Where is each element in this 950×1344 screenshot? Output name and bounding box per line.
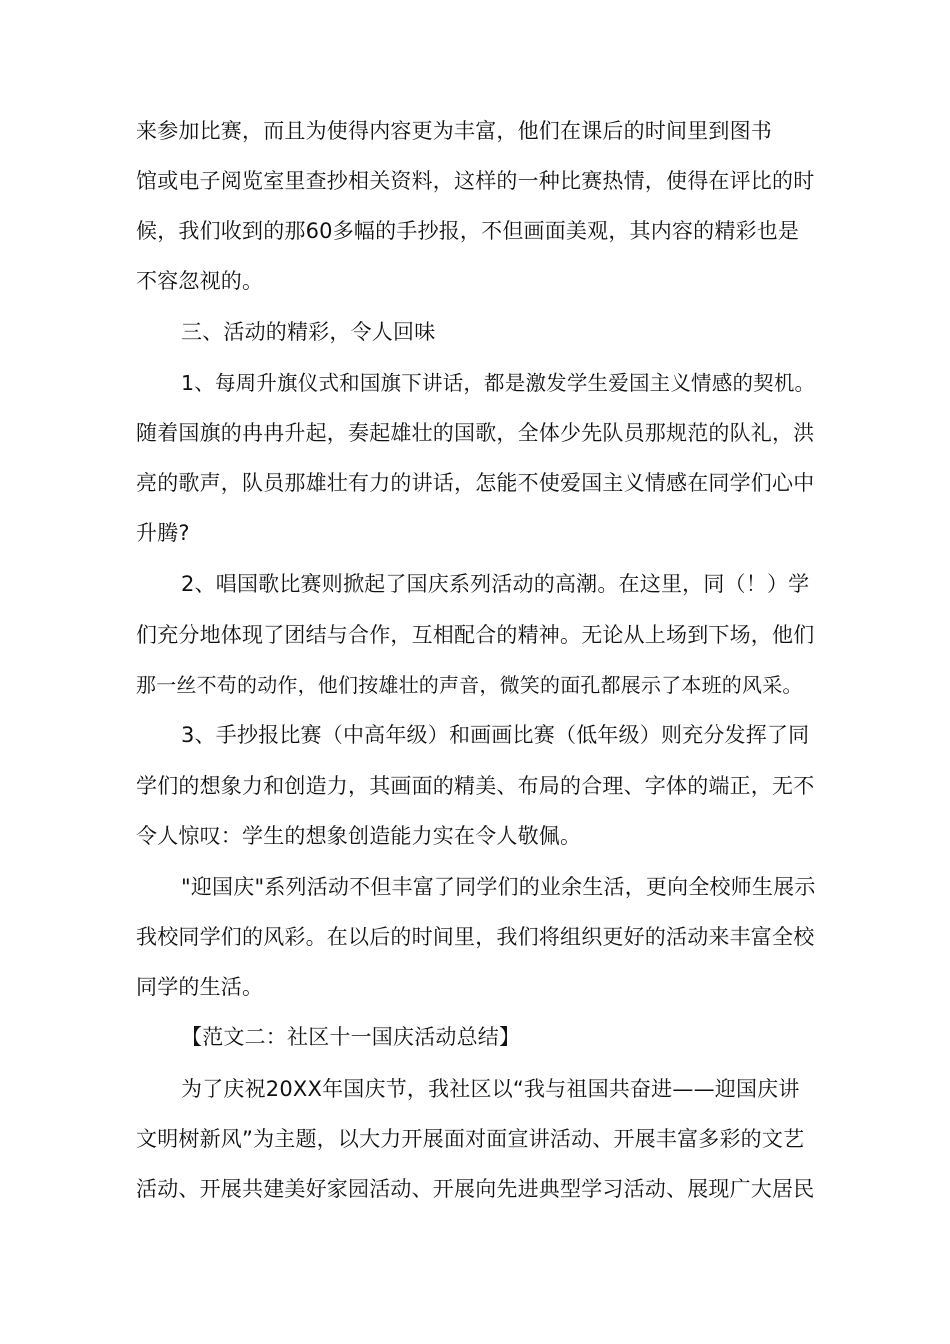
- text-line: 学们的想象力和创造力，其画面的精美、布局的合理、字体的端正，无不: [136, 774, 815, 798]
- text-line: 3、手抄报比赛（中高年级）和画画比赛（低年级）则充分发挥了同: [181, 723, 810, 747]
- text-line: 1、每周升旗仪式和国旗下讲话，都是激发学生爱国主义情感的契机。: [181, 371, 816, 395]
- text-line: 我校同学们的风彩。在以后的时间里，我们将组织更好的活动来丰富全校: [136, 925, 815, 949]
- text-line: "迎国庆"系列活动不但丰富了同学们的业余生活，更向全校师生展示: [181, 875, 816, 899]
- text-line: 升腾?: [136, 521, 190, 545]
- text-line: 为了庆祝20XX年国庆节，我社区以“我与祖国共奋进——迎国庆讲: [181, 1077, 800, 1101]
- text-line: 馆或电子阅览室里查抄相关资料，这样的一种比赛热情，使得在评比的时: [136, 169, 815, 193]
- text-line: 2、唱国歌比赛则掀起了国庆系列活动的高潮。在这里，同（！）学: [181, 572, 810, 596]
- text-line: 随着国旗的冉冉升起，奏起雄壮的国歌，全体少先队员那规范的队礼，洪: [136, 421, 815, 445]
- text-line: 亮的歌声，队员那雄壮有力的讲话，怎能不使爱国主义情感在同学们心中: [136, 471, 815, 495]
- text-line: 们充分地体现了团结与合作，互相配合的精神。无论从上场到下场，他们: [136, 623, 815, 647]
- text-line: 那一丝不苟的动作，他们按雄壮的声音，微笑的面孔都展示了本班的风采。: [136, 673, 803, 697]
- section-heading: 三、活动的精彩，令人回味: [181, 320, 436, 344]
- text-line: 文明树新风”为主题，以大力开展面对面宣讲活动、开展丰富多彩的文艺: [136, 1127, 805, 1151]
- text-line: 来参加比赛，而且为使得内容更为丰富，他们在课后的时间里到图书: [136, 119, 772, 143]
- text-line: 不容忽视的。: [136, 269, 264, 293]
- text-line: 同学的生活。: [136, 975, 264, 999]
- text-line: 令人惊叹：学生的想象创造能力实在令人敬佩。: [136, 824, 582, 848]
- text-line: 活动、开展共建美好家园活动、开展向先进典型学习活动、展现广大居民: [136, 1177, 815, 1201]
- sample-title: 【范文二：社区十一国庆活动总结】: [181, 1025, 521, 1049]
- text-line: 候，我们收到的那60多幅的手抄报，不但画面美观，其内容的精彩也是: [136, 219, 800, 243]
